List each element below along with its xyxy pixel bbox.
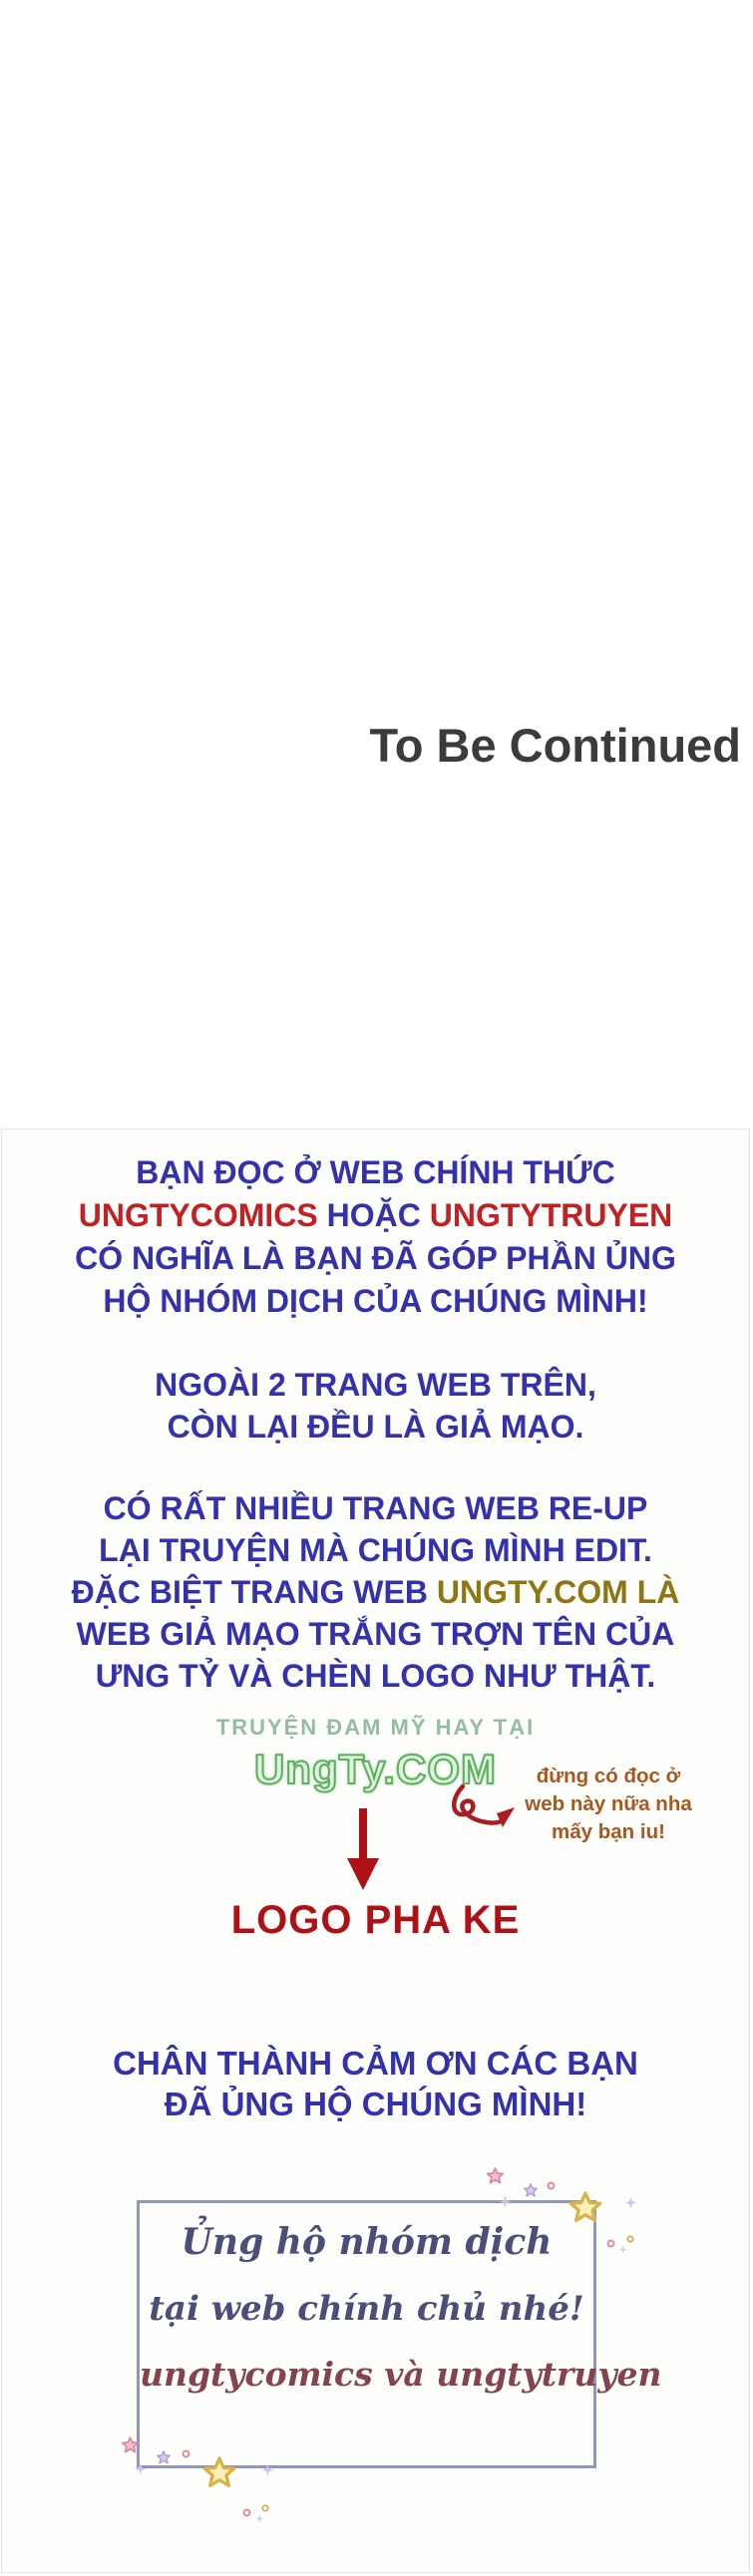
warning2-line-2: LẠI TRUYỆN MÀ CHÚNG MÌNH EDIT.: [99, 1532, 652, 1568]
warning2-line-4: WEB GIẢ MẠO TRẮNG TRỢN TÊN CỦA: [76, 1616, 675, 1652]
intro-line-1: BẠN ĐỌC Ở WEB CHÍNH THỨC: [136, 1154, 615, 1190]
warning2-line-3: [0, 1571, 751, 1614]
support-box-line-2: tại web chính chủ nhé!: [149, 2289, 584, 2329]
intro-line-3: CÓ NGHĨA LÀ BẠN ĐÃ GÓP PHẦN ỦNG: [75, 1240, 676, 1276]
thanks-line-2: ĐÃ ỦNG HỘ CHÚNG MÌNH!: [164, 2086, 587, 2122]
warning1-line-2: CÒN LẠI ĐỀU LÀ GIẢ MẠO.: [167, 1409, 584, 1445]
intro-line-2: [0, 1194, 751, 1237]
to-be-continued-text: To Be Continued: [369, 719, 741, 772]
warning2-line-5: ƯNG TỶ VÀ CHÈN LOGO NHƯ THẬT.: [95, 1658, 656, 1694]
support-box-line-3: ungtycomics và ungtytruyen: [140, 2355, 662, 2394]
site-name-ungtycomics: UNGTYCOMICS: [78, 1197, 318, 1233]
intro-line-4: HỘ NHÓM DỊCH CỦA CHÚNG MÌNH!: [103, 1283, 648, 1319]
support-box-line-1: Ủng hộ nhóm dịch: [181, 2221, 553, 2263]
fake-logo-label: LOGO PHA KE: [230, 1898, 521, 1942]
fake-site-name: UNGTY.COM LÀ: [436, 1574, 680, 1610]
support-box: [137, 2200, 662, 2468]
curved-arrow-icon: [447, 1782, 525, 1840]
side-note-line-1: đừng có đọc ở: [536, 1765, 681, 1787]
warning2-line-1: CÓ RẤT NHIỀU TRANG WEB RE-UP: [103, 1490, 648, 1526]
warning1-line-1: NGOÀI 2 TRANG WEB TRÊN,: [155, 1367, 596, 1403]
intro-line-2-connector: HOẶC: [317, 1197, 430, 1233]
down-arrow-icon: [341, 1806, 385, 1892]
warning2-line-3-prefix: ĐẶC BIỆT TRANG WEB: [71, 1574, 437, 1610]
side-note-line-2: web này nữa nha: [525, 1792, 692, 1815]
side-note: [499, 1763, 718, 1846]
site-name-ungtytruyen: UNGTYTRUYEN: [429, 1197, 673, 1233]
fake-logo-tagline: TRUYỆN ĐAM MỸ HAY TẠI: [215, 1715, 536, 1740]
fake-logo-text: UngTy.COM: [253, 1746, 498, 1792]
side-note-line-3: mấy bạn iu!: [552, 1820, 665, 1843]
thanks-line-1: CHÂN THÀNH CẢM ƠN CÁC BẠN: [113, 2045, 638, 2082]
